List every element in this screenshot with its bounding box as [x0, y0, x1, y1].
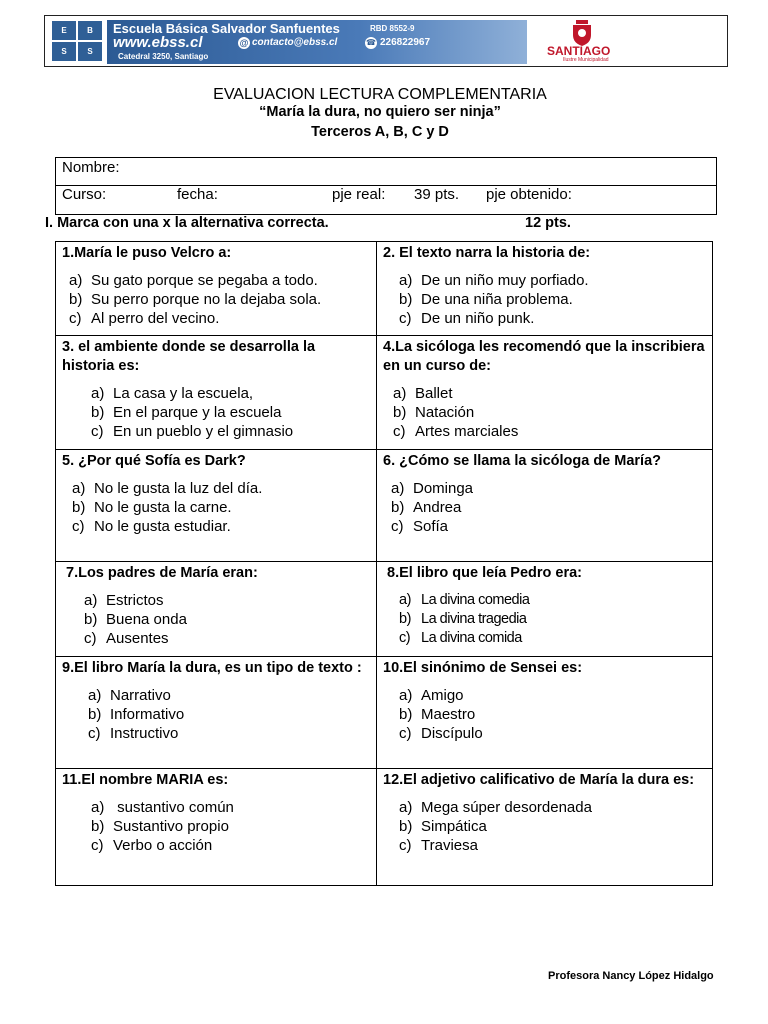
evaluation-title: EVALUACION LECTURA COMPLEMENTARIA [213, 86, 547, 103]
option-text: Al perro del vecino. [91, 310, 220, 327]
option-letter: c) [393, 423, 406, 440]
section-instruction: I. Marca con una x la alternativa correcta. [45, 215, 329, 231]
option-text: En el parque y la escuela [113, 404, 282, 421]
options-list [377, 678, 712, 743]
option-text: Su perro porque no la dejaba sola. [91, 291, 322, 308]
option[interactable] [72, 498, 376, 517]
municipality-subtitle: Ilustre Municipalidad [563, 57, 609, 63]
question-text: 7.Los padres de María eran: [66, 565, 258, 581]
option[interactable] [393, 403, 712, 422]
option-text: En un pueblo y el gimnasio [113, 423, 294, 440]
option[interactable] [393, 422, 712, 441]
options-list [377, 583, 712, 648]
option-text: No le gusta estudiar. [94, 518, 231, 535]
option-text: Dominga [413, 480, 474, 497]
option-letter: b) [69, 291, 83, 308]
question-cell [377, 657, 713, 769]
option[interactable] [393, 384, 712, 403]
option[interactable] [391, 479, 712, 498]
option[interactable] [399, 724, 712, 743]
school-header-banner [44, 15, 728, 67]
question-text: 1.María le puso Velcro a: [62, 245, 232, 261]
option[interactable] [84, 591, 376, 610]
logo-letter: B [78, 21, 102, 40]
option-letter: a) [84, 592, 98, 609]
question-text: 10.El sinónimo de Sensei es: [383, 660, 583, 676]
school-address: Catedral 3250, Santiago [118, 52, 209, 61]
question-text: 6. ¿Cómo se llama la sicóloga de María? [383, 453, 662, 469]
option-letter: c) [84, 630, 97, 647]
question-cell [56, 562, 377, 657]
option[interactable] [399, 290, 712, 309]
option-text: Estrictos [106, 592, 164, 609]
option[interactable] [88, 686, 376, 705]
school-email: contacto@ebss.cl [252, 37, 338, 48]
option-letter: a) [393, 385, 407, 402]
option[interactable] [91, 403, 376, 422]
teacher-signature: Profesora Nancy López Hidalgo [548, 970, 714, 982]
question-cell [56, 769, 377, 886]
section-points: 12 pts. [525, 215, 571, 231]
option-text: Discípulo [421, 725, 483, 742]
options-list [56, 263, 376, 328]
logo-letter: S [52, 42, 76, 61]
question-cell [377, 562, 713, 657]
option-letter: a) [72, 480, 86, 497]
option-text: Ausentes [106, 630, 169, 647]
real-score-value: 39 pts. [414, 186, 460, 203]
option[interactable] [91, 817, 376, 836]
option-text: De un niño punk. [421, 310, 535, 327]
option-text: No le gusta la carne. [94, 499, 232, 516]
santiago-shield-icon [571, 20, 593, 46]
option-letter: b) [393, 404, 407, 421]
option[interactable] [399, 309, 712, 328]
option-letter: c) [72, 518, 85, 535]
option-letter: c) [399, 725, 412, 742]
question-cell [377, 769, 713, 886]
option[interactable] [91, 422, 376, 441]
option-text: Natación [415, 404, 475, 421]
option[interactable] [399, 705, 712, 724]
option[interactable] [391, 498, 712, 517]
school-name: Escuela Básica Salvador Sanfuentes [113, 21, 340, 36]
options-list [377, 376, 712, 441]
option[interactable] [399, 686, 712, 705]
question-text: 4.La sicóloga les recomendó que la inscribiera en un curso de: [383, 339, 705, 374]
options-list [377, 790, 712, 855]
option-text: Traviesa [421, 837, 478, 854]
question-text: 12.El adjetivo calificativo de María la dura es: [383, 772, 695, 788]
option-letter: a) [399, 687, 413, 704]
option-text: Verbo o acción [113, 837, 213, 854]
option[interactable] [72, 479, 376, 498]
question-cell [56, 336, 377, 450]
options-list [56, 790, 376, 855]
option[interactable] [91, 836, 376, 855]
question-text: 11.El nombre MARIA es: [62, 772, 229, 788]
option-text: Simpática [421, 818, 487, 835]
option-letter: b) [84, 611, 98, 628]
logo-letter: E [52, 21, 76, 40]
options-list [56, 471, 376, 536]
option-letter: b) [399, 706, 413, 723]
option-text: Informativo [110, 706, 185, 723]
school-phone: 226822967 [380, 37, 431, 48]
logo-letter: S [78, 42, 102, 61]
option-text: Mega súper desordenada [421, 799, 592, 816]
option[interactable] [72, 517, 376, 536]
option-letter: a) [399, 592, 411, 608]
question-text: 9.El libro María la dura, es un tipo de texto : [62, 660, 362, 676]
option[interactable] [399, 817, 712, 836]
option-letter: a) [399, 799, 413, 816]
option[interactable] [88, 705, 376, 724]
option-letter: b) [72, 499, 86, 516]
option-letter: a) [88, 687, 102, 704]
option-letter: c) [69, 310, 82, 327]
option[interactable] [399, 610, 712, 629]
option-text: La divina comida [421, 630, 522, 646]
option-letter: a) [69, 272, 83, 289]
option-letter: c) [399, 630, 411, 646]
course-label: Curso: [62, 186, 107, 203]
option[interactable] [69, 309, 376, 328]
question-cell [377, 336, 713, 450]
option-letter: a) [399, 272, 413, 289]
real-score-label: pje real: [332, 186, 386, 203]
option-letter: b) [399, 611, 411, 627]
option[interactable] [69, 290, 376, 309]
question-text: 2. El texto narra la historia de: [383, 245, 591, 261]
option-text: Ballet [415, 385, 453, 402]
student-info-box [55, 157, 717, 215]
option[interactable] [91, 798, 376, 817]
option-text: Amigo [421, 687, 464, 704]
option-letter: b) [88, 706, 102, 723]
option-letter: b) [91, 404, 105, 421]
option[interactable] [91, 384, 376, 403]
option-text: De un niño muy porfiado. [421, 272, 589, 289]
school-rbd: RBD 8552-9 [370, 24, 415, 33]
option[interactable] [88, 724, 376, 743]
option-letter: c) [91, 423, 104, 440]
option-text: No le gusta la luz del día. [94, 480, 263, 497]
option-text: La casa y la escuela, [113, 385, 254, 402]
option-letter: c) [399, 310, 412, 327]
grades-label: Terceros A, B, C y D [311, 124, 449, 140]
question-cell [377, 242, 713, 336]
option-text: Narrativo [110, 687, 171, 704]
option[interactable] [84, 610, 376, 629]
municipality-name: SANTIAGO [547, 44, 611, 58]
option[interactable] [391, 517, 712, 536]
school-logo [52, 21, 102, 61]
option[interactable] [399, 798, 712, 817]
question-cell [377, 450, 713, 562]
option-letter: b) [91, 818, 105, 835]
option[interactable] [69, 271, 376, 290]
option-letter: b) [399, 291, 413, 308]
question-text: 3. el ambiente donde se desarrolla la historia es: [62, 339, 316, 374]
phone-icon: ☎ [366, 38, 376, 47]
option-text: Andrea [413, 499, 462, 516]
option[interactable] [399, 591, 712, 610]
option-letter: c) [391, 518, 404, 535]
option-letter: c) [91, 837, 104, 854]
option[interactable] [84, 629, 376, 648]
option-letter: c) [399, 837, 412, 854]
name-row [56, 158, 716, 186]
question-cell [56, 242, 377, 336]
name-label: Nombre: [62, 159, 120, 176]
question-text: 5. ¿Por qué Sofía es Dark? [62, 453, 246, 469]
option-text: Sustantivo propio [113, 818, 229, 835]
option-text: Su gato porque se pegaba a todo. [91, 272, 318, 289]
email-icon: @ [239, 38, 249, 48]
option-letter: a) [91, 799, 105, 816]
options-list [56, 678, 376, 743]
question-cell [56, 450, 377, 562]
options-list [377, 263, 712, 328]
option-letter: a) [91, 385, 105, 402]
book-title: “María la dura, no quiero ser ninja” [259, 104, 501, 120]
option-letter: b) [399, 818, 413, 835]
options-list [56, 583, 376, 648]
option-letter: a) [391, 480, 405, 497]
option-text: Artes marciales [415, 423, 519, 440]
options-list [377, 471, 712, 536]
option[interactable] [399, 271, 712, 290]
option-text: Sofía [413, 518, 449, 535]
option-text: Instructivo [110, 725, 179, 742]
date-label: fecha: [177, 186, 218, 203]
option-text: La divina tragedia [421, 611, 527, 627]
option[interactable] [399, 629, 712, 648]
option[interactable] [399, 836, 712, 855]
option-text: Maestro [421, 706, 476, 723]
option-letter: b) [391, 499, 405, 516]
question-cell [56, 657, 377, 769]
school-website: www.ebss.cl [113, 34, 203, 51]
question-text: 8.El libro que leía Pedro era: [387, 565, 583, 581]
questions-table [55, 241, 713, 886]
options-list [56, 376, 376, 441]
option-letter: c) [88, 725, 101, 742]
option-text: La divina comedia [421, 592, 530, 608]
option-text: Buena onda [106, 611, 187, 628]
obtained-score-label: pje obtenido: [486, 186, 572, 203]
option-text: sustantivo común [113, 799, 234, 816]
option-text: De una niña problema. [421, 291, 573, 308]
